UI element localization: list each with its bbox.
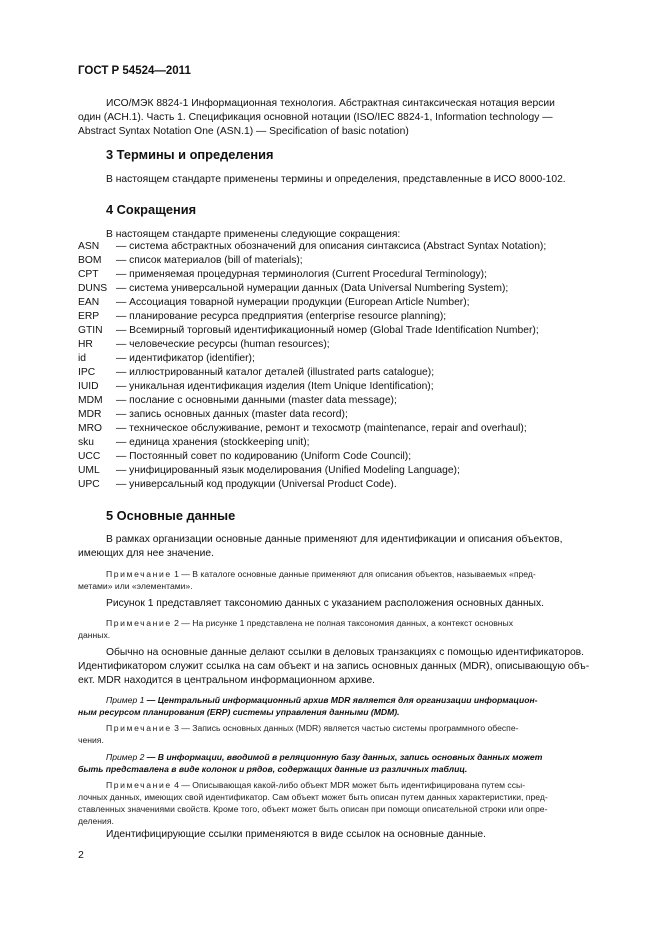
- abbr-term: ERP: [78, 311, 100, 322]
- abbreviation-item: [78, 297, 470, 310]
- note-1-line-1: [106, 568, 536, 580]
- example-text: — В информации, вводимой в реляционную базу данных, запись основных данных может: [144, 752, 543, 762]
- abbreviation-item: [78, 451, 411, 464]
- abbreviation-item: [78, 381, 434, 394]
- abbr-definition: — унифицированный язык моделирования (Unified Modeling Language);: [116, 465, 460, 476]
- note-2-line-1: [106, 617, 513, 629]
- s5-paragraph-3-line-1: Обычно на основные данные делают ссылки в деловых транзакциях с помощью идентификаторов.: [106, 647, 585, 658]
- abbr-term: GTIN: [78, 325, 103, 336]
- abbr-term: IPC: [78, 367, 96, 378]
- abbreviation-item: [78, 367, 434, 380]
- note-3-line-1: [106, 722, 518, 734]
- example-label: Пример 2: [106, 752, 145, 762]
- abbreviation-item: [78, 395, 397, 408]
- abbreviation-item: [78, 437, 310, 450]
- section-3-text: В настоящем стандарте применены термины и определения, представленные в ИСО 8000-102.: [106, 174, 566, 185]
- section-5-title: 5 Основные данные: [106, 508, 236, 523]
- abbr-term: IUID: [78, 381, 99, 392]
- abbr-term: MRO: [78, 423, 103, 434]
- example-2-line-1: [106, 751, 542, 763]
- abbreviation-item: [78, 311, 446, 324]
- abbr-definition: — послание с основными данными (master data message);: [116, 395, 397, 406]
- abbr-term: sku: [78, 437, 95, 448]
- note-label: Примечание: [106, 618, 172, 628]
- abbr-definition: — запись основных данных (master data record);: [116, 409, 348, 420]
- s5-paragraph-4: Идентифицирующие ссылки применяются в виде ссылок на основные данные.: [106, 829, 486, 840]
- example-2-line-2: быть представлена в виде колонок и рядов, содержащих данные из различных таблиц.: [78, 764, 468, 774]
- note-4-line-1: [106, 779, 525, 791]
- note-text: 3 — Запись основных данных (MDR) является частью системы программного обеспе-: [171, 723, 519, 733]
- abbreviation-item: [78, 283, 508, 296]
- abbr-term: UPC: [78, 479, 100, 490]
- abbreviation-item: [78, 325, 539, 338]
- abbreviation-item: [78, 465, 460, 478]
- s5-paragraph-3-line-3: ект. MDR находится в центральном информационном архиве.: [78, 675, 376, 686]
- abbr-term: MDR: [78, 409, 102, 420]
- abbr-term: EAN: [78, 297, 100, 308]
- abbr-term: UCC: [78, 451, 101, 462]
- abbr-definition: — иллюстрированный каталог деталей (illustrated parts catalogue);: [116, 367, 435, 378]
- example-label: Пример 1: [106, 695, 145, 705]
- note-3-line-2: чения.: [78, 735, 104, 745]
- s5-paragraph-1-line-1: В рамках организации основные данные применяют для идентификации и описания объектов,: [106, 534, 563, 545]
- abbr-definition: — уникальная идентификация изделия (Item Unique Identification);: [116, 381, 434, 392]
- note-4-line-2: лочных данных, имеющих свой идентификатор. Сам объект может быть описан путем данных характеристики, пред-: [78, 792, 548, 802]
- abbr-definition: — универсальный код продукции (Universal Product Code).: [116, 479, 397, 490]
- section-3-title: 3 Термины и определения: [106, 147, 274, 162]
- abbr-definition: — человеческие ресурсы (human resources);: [116, 339, 330, 350]
- note-1-line-2: метами» или «элементами».: [78, 581, 193, 591]
- abbreviation-item: [78, 255, 303, 268]
- abbreviation-item: [78, 479, 397, 492]
- intro-line-1: ИСО/МЭК 8824-1 Информационная технология. Абстрактная синтаксическая нотация версии: [106, 98, 555, 109]
- note-2-line-2: данных.: [78, 630, 111, 640]
- section-4-title: 4 Сокращения: [106, 202, 197, 217]
- abbr-term: ASN: [78, 241, 100, 252]
- intro-line-2: один (АСН.1). Часть 1. Спецификация основной нотации (ISO/IEC 8824-1, Information technology —: [78, 112, 553, 123]
- abbreviation-item: [78, 353, 255, 366]
- note-4-line-3: ставленных значениями свойств. Кроме того, объект может быть описан при помощи описательной строки или опре-: [78, 804, 548, 814]
- abbr-definition: — система абстрактных обозначений для описания синтаксиса (Abstract Syntax Notation);: [116, 241, 547, 252]
- abbreviation-item: [78, 241, 546, 254]
- note-text: 4 — Описывающая какой-либо объект MDR может быть идентифицирована путем ссы-: [171, 780, 526, 790]
- abbr-definition: — Всемирный торговый идентификационный номер (Global Trade Identification Number);: [116, 325, 539, 336]
- note-label: Примечание: [106, 569, 172, 579]
- abbr-definition: — применяемая процедурная терминология (Current Procedural Terminology);: [116, 269, 487, 280]
- note-label: Примечание: [106, 780, 172, 790]
- abbr-term: BOM: [78, 255, 102, 266]
- note-4-line-4: деления.: [78, 816, 114, 826]
- abbr-term: id: [78, 353, 87, 364]
- abbreviation-item: [78, 409, 348, 422]
- section-4-intro: В настоящем стандарте применены следующие сокращения:: [106, 229, 401, 240]
- page-number: 2: [78, 849, 84, 861]
- abbr-definition: — Постоянный совет по кодированию (Uniform Code Council);: [116, 451, 412, 462]
- example-1-line-1: [106, 694, 538, 706]
- abbreviation-item: [78, 269, 487, 282]
- note-text: 1 — В каталоге основные данные применяют для описания объектов, называемых «пред-: [171, 569, 536, 579]
- abbreviation-item: [78, 423, 527, 436]
- example-1-line-2: ным ресурсом планирования (ERP) системы управления данными (MDM).: [78, 707, 400, 717]
- abbr-term: CPT: [78, 269, 99, 280]
- abbr-definition: — техническое обслуживание, ремонт и техосмотр (maintenance, repair and overhaul);: [116, 423, 527, 434]
- abbr-definition: — список материалов (bill of materials);: [116, 255, 303, 266]
- s5-paragraph-1-line-2: имеющих для нее значение.: [78, 548, 214, 559]
- abbr-term: DUNS: [78, 283, 108, 294]
- abbr-definition: — единица хранения (stockkeeping unit);: [116, 437, 310, 448]
- abbr-term: HR: [78, 339, 93, 350]
- intro-line-3: Abstract Syntax Notation One (ASN.1) — Specification of basic notation): [78, 126, 409, 137]
- s5-paragraph-3-line-2: Идентификатором служит ссылка на сам объект и на запись основных данных (MDR), описывающую объ-: [78, 661, 590, 672]
- abbr-definition: — планирование ресурса предприятия (enterprise resource planning);: [116, 311, 447, 322]
- abbreviation-item: [78, 339, 330, 352]
- abbr-definition: — Ассоциация товарной нумерации продукции (European Article Number);: [116, 297, 470, 308]
- abbr-term: MDM: [78, 395, 103, 406]
- abbr-definition: — система универсальной нумерации данных (Data Universal Numbering System);: [116, 283, 509, 294]
- example-text: — Центральный информационный архив MDR является для организации информацион-: [144, 695, 538, 705]
- abbr-definition: — идентификатор (identifier);: [116, 353, 255, 364]
- s5-paragraph-2: Рисунок 1 представляет таксономию данных с указанием расположения основных данных.: [106, 598, 544, 609]
- standard-header: ГОСТ Р 54524—2011: [78, 65, 191, 77]
- note-text: 2 — На рисунке 1 представлена не полная таксономия данных, а контекст основных: [171, 618, 514, 628]
- note-label: Примечание: [106, 723, 172, 733]
- abbr-term: UML: [78, 465, 100, 476]
